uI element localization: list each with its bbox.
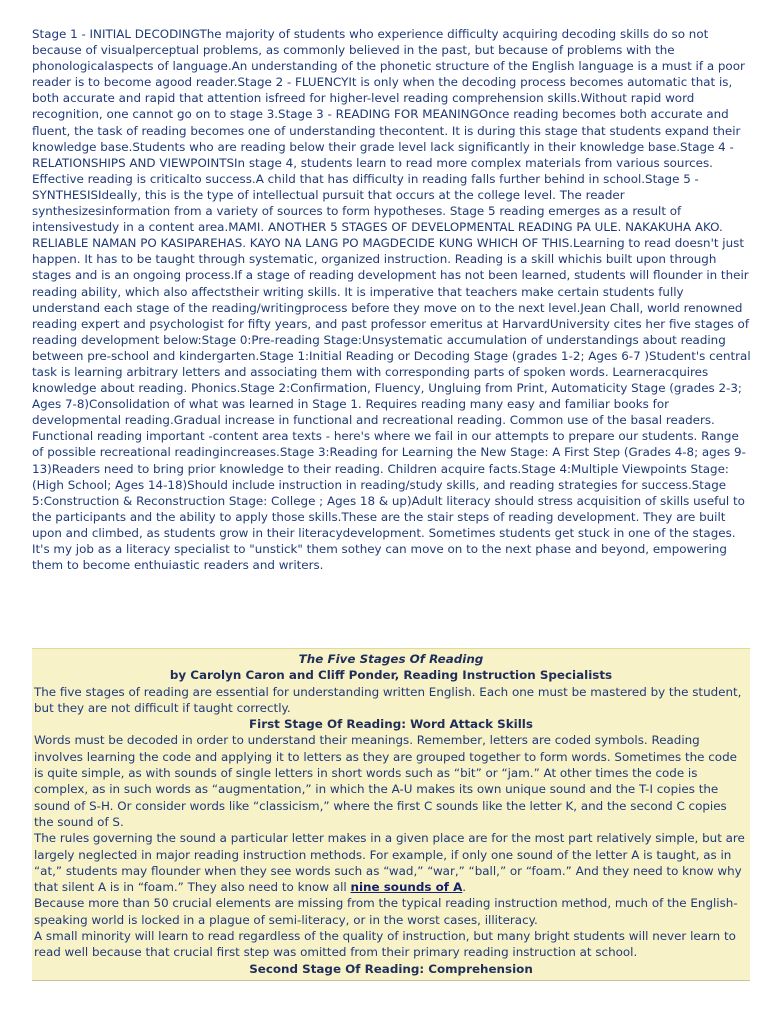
- article-paragraph-1: Words must be decoded in order to understand their meanings. Remember, letters are coded symbols. Reading involves learning the code and applying it to letters as they are grouped together to form words. Sometimes the code is quite simple, as with sounds of single letters in short words such as “bit” or “jam.” At other times the code is complex, as in such words as “augmentation,” in which the A-U makes its own unique sound and the T-I copies the sound of S-H. Or consider words like “classicism,” where the first C sounds like the letter K, and the second C copies the sound of S.: [34, 733, 737, 829]
- intro-paragraph: Stage 1 - INITIAL DECODINGThe majority of students who experience difficulty acquiring decoding skills do so not because of visualperceptual problems, as commonly believed in the past, but because of problems with the phonologicalaspects of language.An understanding of the phonetic structure of the English language is a must if a poor reader is to become agood reader.Stage 2 - FLUENCYIt is only when the decoding process becomes automatic that is, both accurate and rapid that attention isfreed for higher-level reading comprehension skills.Without rapid word recognition, one cannot go on to stage 3.Stage 3 - READING FOR MEANINGOnce reading becomes both accurate and fluent, the task of reading becomes one of understanding thecontent. It is during this stage that students expand their knowledge base.Students who are reading below their grade level lack significantly in their knowledge base.Stage 4 - RELATIONSHIPS AND VIEWPOINTSIn stage 4, students learn to read more complex materials from various sources. Effective reading is criticalto success.A child that has difficulty in reading falls further behind in school.Stage 5 - SYNTHESISIdeally, this is the type of intellectual pursuit that occurs at the college level. The reader synthesizesinformation from a variety of sources to form hypotheses. Stage 5 reading emerges as a result of intensivestudy in a content area.MAMI. ANOTHER 5 STAGES OF DEVELOPMENTAL READING PA ULE. NAKAKUHA AKO. RELIABLE NAMAN PO KASIPAREHAS. KAYO NA LANG PO MAGDECIDE KUNG WHICH OF THIS.Learning to read doesn't just happen. It has to be taught through systematic, organized instruction. Reading is a skill whichis built upon through stages and is an ongoing process.If a stage of reading development has not been learned, students will flounder in their reading ability, which also affectstheir writing skills. It is imperative that teachers make certain students fully understand each stage of the reading/writingprocess before they move on to the next level.Jean Chall, world renowned reading expert and psychologist for fifty years, and past professor emeritus at HarvardUniversity cites her five stages of reading development below:Stage 0:Pre-reading Stage:Unsystematic accumulation of understandings about reading between pre-school and kindergarten.Stage 1:Initial Reading or Decoding Stage (grades 1-2; Ages 6-7 )Student's central task is learning arbitrary letters and associating them with corresponding parts of spoken words. Learneracquires knowledge about reading. Phonics.Stage 2:Confirmation, Fluency, Ungluing from Print, Automaticity Stage (grades 2-3; Ages 7-8)Consolidation of what was learned in Stage 1. Requires reading many easy and familiar books for developmental reading.Gradual increase in functional and recreational reading. Common use of the basal readers. Functional reading important -content area texts - here's where we fail in our attempts to prepare our students. Range of possible recreational readingincreases.Stage 3:Reading for Learning the New Stage: A First Step (Grades 4-8; ages 9-13)Readers need to bring prior knowledge to their reading. Children acquire facts.Stage 4:Multiple Viewpoints Stage: (High School; Ages 14-18)Should include instruction in reading/study skills, and reading strategies for success.Stage 5:Construction & Reconstruction Stage: College ; Ages 18 & up)Adult literacy should stress acquisition of skills useful to the participants and the ability to apply those skills.These are the stair steps of reading development. They are built upon and climbed, as students grow in their literacydevelopment. Sometimes students get stuck in one of the stages. It's my job as a literacy specialist to "unstick" them sothey can move on to the next phase and beyond, empowering them to become enthuiastic readers and writers.: [32, 27, 751, 573]
- article-lead: The five stages of reading are essential for understanding written English. Each one must be mastered by the student, but they are not difficult if taught correctly.: [34, 684, 742, 715]
- article-box: [32, 648, 750, 981]
- article-byline: by Carolyn Caron and Cliff Ponder, Reading Instruction Specialists: [169, 668, 613, 683]
- section-heading-word-attack: First Stage Of Reading: Word Attack Skills: [249, 717, 533, 732]
- article-title: The Five Stages Of Reading: [298, 652, 484, 666]
- article-paragraph-3: Because more than 50 crucial elements are missing from the typical reading instruction method, much of the English-speaking world is locked in a plague of semi-literacy, or in the worst cases, illiteracy.: [34, 896, 738, 927]
- paragraph-2-end: .: [462, 880, 467, 895]
- section-heading-comprehension: Second Stage Of Reading: Comprehension: [249, 961, 533, 976]
- nine-sounds-of-a-link[interactable]: nine sounds of A: [350, 880, 463, 895]
- article-paragraph-2: [32, 830, 750, 895]
- article-paragraph-4: A small minority will learn to read regardless of the quality of instruction, but many bright students will never learn to read well because that crucial first step was omitted from their primary reading instruction at school.: [34, 929, 736, 960]
- paragraph-2-text: The rules governing the sound a particular letter makes in a given place are for the most part relatively simple, but are largely neglected in major reading instruction methods. For example, if only one sound of the letter A is taught, as in “at,” students may flounder when they see words such as “wad,” “war,” “ball,” or “foam.” And they need to know why that silent A is in “foam.” They also need to know all: [34, 831, 745, 895]
